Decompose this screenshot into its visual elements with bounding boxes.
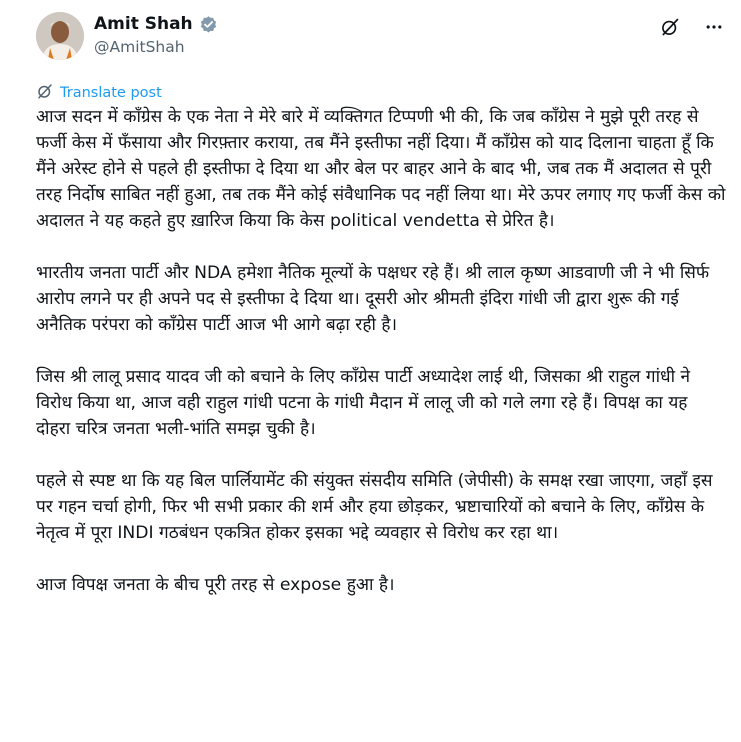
grok-icon[interactable] (659, 16, 681, 38)
more-options-icon[interactable] (703, 16, 725, 38)
translate-post-link[interactable] (36, 82, 162, 104)
translate-icon (36, 82, 54, 104)
post-paragraph: आज विपक्ष जनता के बीच पूरी तरह से expose हुआ है। (36, 575, 395, 595)
post-body (36, 104, 726, 624)
post-paragraph: पहले से स्पष्ट था कि यह बिल पार्लियामेंट की संयुक्त संसदीय समिति (जेपीसी) के समक्ष रखा जाएगा, जहाँ इस पर गहन चर्चा होगी, फिर भी सभी प्रकार की शर्म और हया छोड़कर, भ्रष्टाचारियों को बचाने के लिए, काँग्रेस के नेतृत्व में पूरा INDI गठबंधन एकत्रित होकर इसका भद्दे व्यवहार से विरोध कर रहा था। (36, 471, 713, 543)
author-name[interactable]: Amit Shah (94, 14, 193, 34)
avatar[interactable] (36, 12, 84, 60)
post-header (36, 12, 725, 62)
verified-badge-icon (199, 15, 218, 34)
post-paragraph: आज सदन में काँग्रेस के एक नेता ने मेरे बारे में व्यक्तिगत टिप्पणी भी की, कि जब काँग्रेस ने मुझे पूरी तरह से फर्जी केस में फँसाया और गिरफ़्तार कराया, तब मैंने इस्तीफा नहीं दिया। मैं काँग्रेस को याद दिलाना चाहता हूँ कि मैंने अरेस्ट होने से पहले ही इस्तीफा दे दिया था और बेल पर बाहर आने के बाद भी, जब तक मैं अदालत से पूरी तरह निर्दोष साबित नहीं हुआ, तब तक मैंने कोई संवैधानिक पद नहीं लिया था। मेरे ऊपर लगाए गए फर्जी केस को अदालत ने यह कहते हुए ख़ारिज किया कि केस political vendetta से प्रेरित है। (36, 107, 726, 231)
post-paragraph: भारतीय जनता पार्टी और NDA हमेशा नैतिक मूल्यों के पक्षधर रहे हैं। श्री लाल कृष्ण आडवाणी जी ने भी सिर्फ आरोप लगने पर ही अपने पद से इस्तीफा दे दिया था। दूसरी ओर श्रीमती इंदिरा गांधी जी द्वारा शुरू की गई अनैतिक परंपरा को काँग्रेस पार्टी आज भी आगे बढ़ा रही है। (36, 263, 710, 335)
translate-label: Translate post (60, 85, 162, 101)
author-handle[interactable]: @AmitShah (94, 38, 185, 56)
header-actions (659, 16, 725, 38)
post-paragraph: जिस श्री लालू प्रसाद यादव जी को बचाने के लिए काँग्रेस पार्टी अध्यादेश लाई थी, जिसका श्री राहुल गांधी ने विरोध किया था, आज वही राहुल गांधी पटना के गांधी मैदान में लालू जी को गले लगा रहे हैं। विपक्ष का यह दोहरा चरित्र जनता भली-भांति समझ चुकी है। (36, 367, 691, 439)
author-info (94, 14, 218, 56)
